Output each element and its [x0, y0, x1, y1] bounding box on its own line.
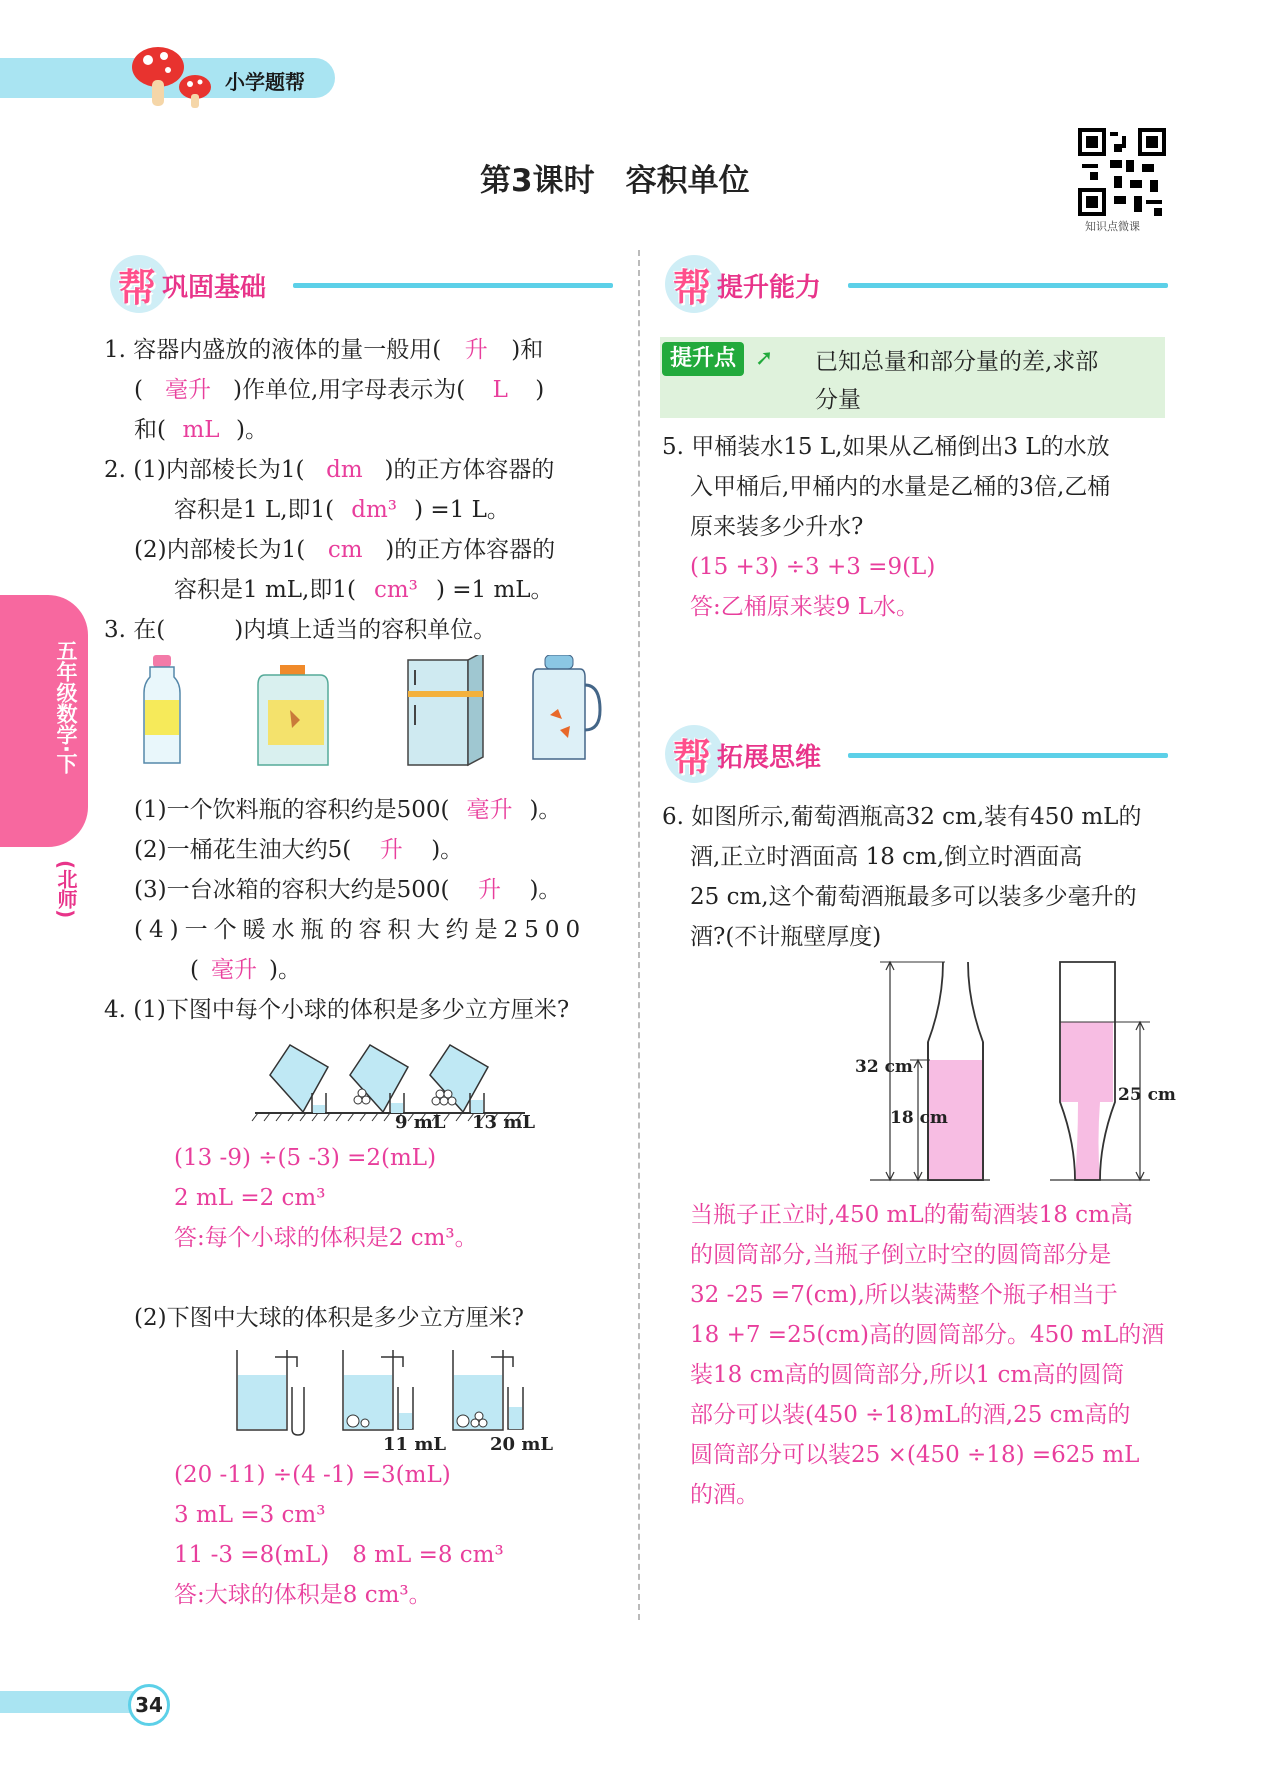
section-basic-title: 巩固基础 — [162, 273, 267, 303]
q3-item4-cont: ( 毫升 )。 — [190, 957, 301, 983]
q4-a1-line3: 答:每个小球的体积是2 cm³。 — [174, 1225, 478, 1251]
q6-ans7: 圆筒部分可以装25 ×(450 ÷18) =625 mL — [690, 1442, 1140, 1468]
page-title: 第3课时 容积单位 — [480, 163, 750, 199]
q6-ans5: 装18 cm高的圆筒部分,所以1 cm高的圆筒 — [690, 1362, 1125, 1388]
q4-a2-line3: 11 -3 =8(mL) 8 mL =8 cm³ — [174, 1542, 504, 1568]
qr-caption: 知识点微课 — [1085, 220, 1140, 233]
q5-ans1: (15 +3) ÷3 +3 =9(L) — [690, 554, 936, 580]
q6-line3: 25 cm,这个葡萄酒瓶最多可以装多少毫升的 — [690, 884, 1137, 910]
tip-text-2: 分量 — [815, 387, 861, 413]
q5-line1: 5. 甲桶装水15 L,如果从乙桶倒出3 L的水放 — [662, 434, 1110, 460]
tip-text-1: 已知总量和部分量的差,求部 — [815, 349, 1099, 375]
q6-line1: 6. 如图所示,葡萄酒瓶高32 cm,装有450 mL的 — [662, 804, 1142, 830]
q4-p2: (2)下图中大球的体积是多少立方厘米? — [134, 1305, 524, 1331]
section-improve: 帮 提升能力 — [665, 255, 1170, 315]
column-divider — [638, 250, 640, 1620]
side-tab-edition: (北师) — [54, 860, 78, 919]
q6-fig-32cm: 32 cm — [855, 1057, 913, 1077]
qr-code — [1078, 128, 1166, 216]
q4-a2-line1: (20 -11) ÷(4 -1) =3(mL) — [174, 1462, 451, 1488]
q4-a2-line4: 答:大球的体积是8 cm³。 — [174, 1582, 432, 1608]
tip-arrow-icon: ➚ — [755, 346, 774, 371]
q3-stem: 3. 在( )内填上适当的容积单位。 — [104, 617, 497, 643]
section-expand: 帮 拓展思维 — [665, 725, 1170, 785]
page-number: 34 — [128, 1684, 170, 1726]
section-improve-title: 提升能力 — [717, 273, 822, 303]
q6-ans4: 18 +7 =25(cm)高的圆筒部分。450 mL的酒 — [690, 1322, 1165, 1348]
q4-p1: 4. (1)下图中每个小球的体积是多少立方厘米? — [104, 997, 570, 1023]
q6-ans8: 的酒。 — [690, 1482, 759, 1508]
q2-p1-line2: 容积是1 L,即1( dm³ ) =1 L。 — [174, 497, 510, 523]
q4-fig2-label2: 20 mL — [490, 1434, 554, 1455]
side-tab-grade: 五年级数学·下 — [54, 640, 78, 774]
q5-line3: 原来装多少升水? — [690, 514, 864, 540]
brand-name: 小学题帮 — [225, 70, 305, 94]
q4-fig2-label1: 11 mL — [383, 1434, 447, 1455]
q4-a2-line2: 3 mL =3 cm³ — [174, 1502, 326, 1528]
q1-line1: 1. 容器内盛放的液体的量一般用( 升 )和 — [104, 337, 544, 363]
q2-p1-line1: 2. (1)内部棱长为1( dm )的正方体容器的 — [104, 457, 555, 483]
q5-ans2: 答:乙桶原来装9 L水。 — [690, 594, 919, 620]
q4-a1-line1: (13 -9) ÷(5 -3) =2(mL) — [174, 1145, 437, 1171]
q6-ans3: 32 -25 =7(cm),所以装满整个瓶子相当于 — [690, 1282, 1118, 1308]
q1-line3: 和( mL )。 — [134, 417, 268, 443]
q4-figure2 — [235, 1345, 535, 1440]
q6-line4: 酒?(不计瓶壁厚度) — [690, 924, 882, 950]
q3-item3: (3)一台冰箱的容积大约是500( 升 )。 — [134, 877, 562, 903]
q2-p2-line1: (2)内部棱长为1( cm )的正方体容器的 — [134, 537, 556, 563]
q5-line2: 入甲桶后,甲桶内的水量是乙桶的3倍,乙桶 — [690, 474, 1111, 500]
q6-fig-18cm: 18 cm — [890, 1108, 948, 1128]
q3-item2: (2)一桶花生油大约5( 升 )。 — [134, 837, 464, 863]
q6-line2: 酒,正立时酒面高 18 cm,倒立时酒面高 — [690, 844, 1083, 870]
q6-ans1: 当瓶子正立时,450 mL的葡萄酒装18 cm高 — [690, 1202, 1133, 1228]
q6-ans2: 的圆筒部分,当瓶子倒立时空的圆筒部分是 — [690, 1242, 1112, 1268]
tip-label: 提升点 — [662, 342, 744, 376]
q6-ans6: 部分可以装(450 ÷18)mL的酒,25 cm高的 — [690, 1402, 1131, 1428]
q3-pictures — [140, 655, 610, 770]
q2-p2-line2: 容积是1 mL,即1( cm³ ) =1 mL。 — [174, 577, 554, 603]
q3-item4: (4)一个暖水瓶的容积大约是2500 — [134, 917, 587, 943]
mushroom-logo — [130, 42, 220, 112]
q1-line2: ( 毫升 )作单位,用字母表示为( L ) — [134, 377, 545, 403]
q4-fig1-label2: 13 mL — [472, 1112, 536, 1133]
section-basic: 帮 巩固基础 — [110, 255, 615, 315]
q4-a1-line2: 2 mL =2 cm³ — [174, 1185, 326, 1211]
footer-bar — [0, 1691, 148, 1713]
q6-fig-25cm: 25 cm — [1118, 1085, 1176, 1105]
q4-fig1-label1: 9 mL — [395, 1112, 446, 1133]
section-expand-title: 拓展思维 — [717, 743, 822, 773]
q3-item1: (1)一个饮料瓶的容积约是500( 毫升 )。 — [134, 797, 562, 823]
